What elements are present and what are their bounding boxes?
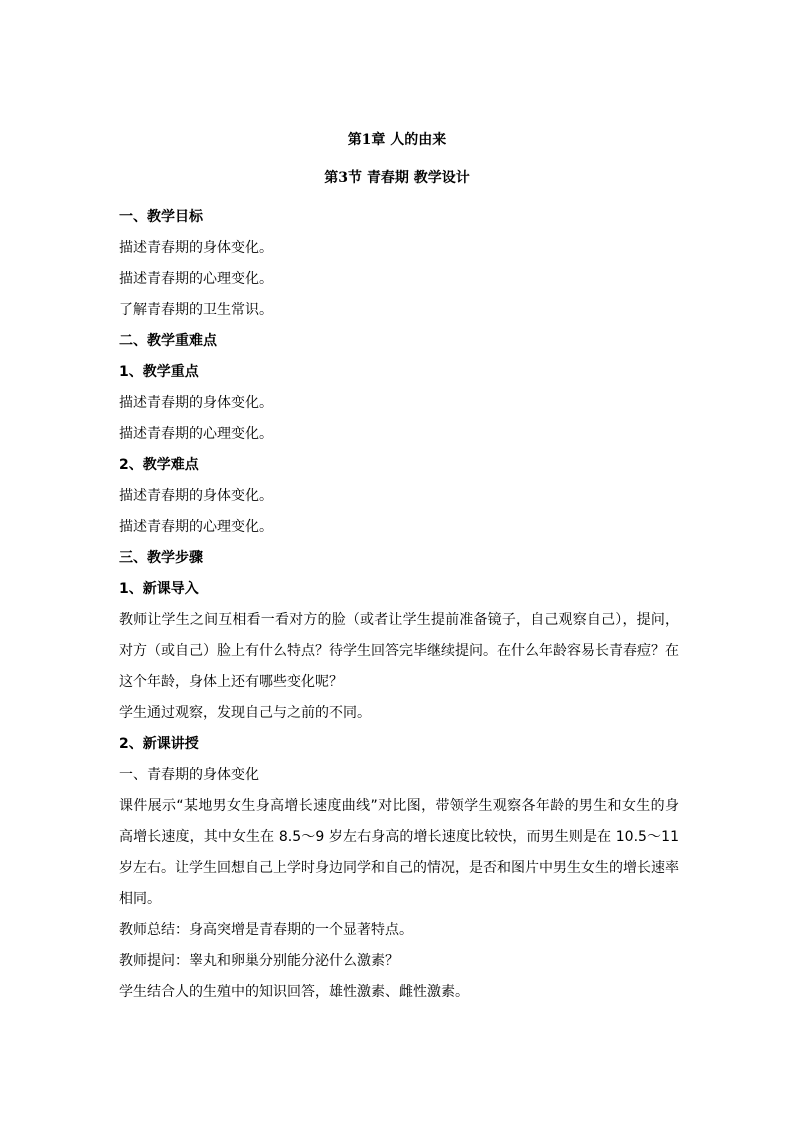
difficult-point-item: 描述青春期的身体变化。 <box>119 488 273 504</box>
key-points-heading: 1、教学重点 <box>119 364 199 380</box>
difficult-points-heading: 2、教学难点 <box>119 457 199 473</box>
teacher-summary: 教师总结：身高突增是青春期的一个显著特点。 <box>119 922 413 938</box>
steps-heading: 三、教学步骤 <box>119 550 203 566</box>
teacher-question: 教师提问：睾丸和卵巢分别能分泌什么激素？ <box>119 953 399 969</box>
student-answer: 学生结合人的生殖中的知识回答，雄性激素、雌性激素。 <box>119 984 469 1000</box>
objective-item: 描述青春期的心理变化。 <box>119 271 273 287</box>
objective-item: 了解青春期的卫生常识。 <box>119 302 273 318</box>
lecture-heading: 2、新课讲授 <box>119 736 199 752</box>
chapter-title: 第1章 人的由来 <box>347 132 447 148</box>
body-change-paragraph: 课件展示“某地男女生身高增长速度曲线”对比图，带领学生观察各年龄的男生和女生的身高增长速度，其中女生在 8.5～9 岁左右身高的增长速度比较快，而男生则是在 10.5～11 岁左右。让学生回想自己上学时身边同学和自己的情况，是否和图片中男生女生的增长速率相同。 <box>119 798 679 907</box>
key-point-item: 描述青春期的心理变化。 <box>119 426 273 442</box>
key-difficult-heading: 二、教学重难点 <box>119 333 217 349</box>
key-point-item: 描述青春期的身体变化。 <box>119 395 273 411</box>
document-body <box>119 202 679 1008</box>
objectives-heading: 一、教学目标 <box>119 209 203 225</box>
intro-paragraph: 教师让学生之间互相看一看对方的脸（或者让学生提前准备镜子，自己观察自己），提问，对方（或自己）脸上有什么特点？待学生回答完毕继续提问。在什么年龄容易长青春痘？在这个年龄，身体上还有哪些变化呢？ <box>119 612 679 690</box>
objective-item: 描述青春期的身体变化。 <box>119 240 273 256</box>
section-title: 第3节 青春期 教学设计 <box>324 170 470 186</box>
intro-heading: 1、新课导入 <box>119 581 199 597</box>
body-change-heading: 一、青春期的身体变化 <box>119 767 259 783</box>
difficult-point-item: 描述青春期的心理变化。 <box>119 519 273 535</box>
intro-student-response: 学生通过观察，发现自己与之前的不同。 <box>119 705 371 721</box>
